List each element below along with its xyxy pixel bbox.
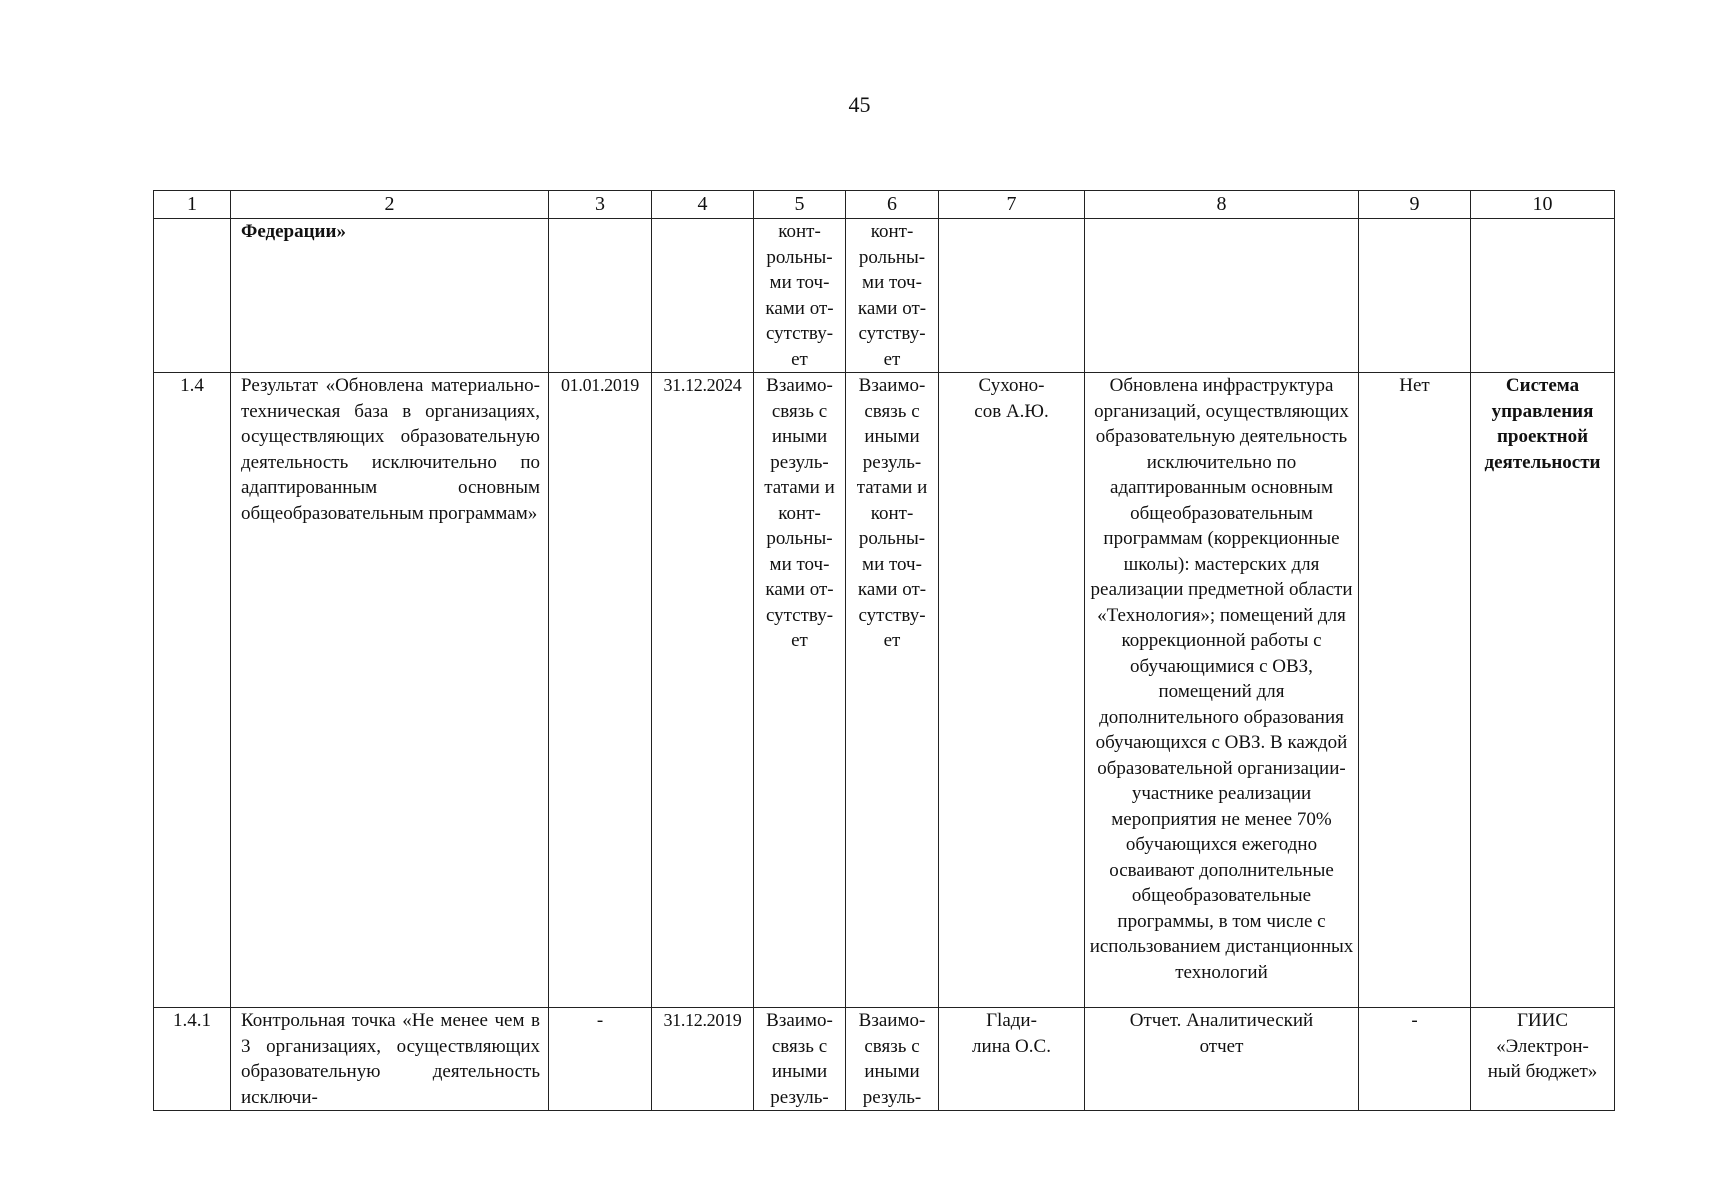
table-row	[154, 373, 1615, 1008]
project-plan-table	[153, 190, 1615, 1111]
header-col-6: 6	[846, 191, 939, 219]
cell-end-date: 31.12.2024	[652, 373, 754, 1008]
cell-responsible: Сухоно- сов А.Ю.	[939, 373, 1085, 1008]
cell-result-type	[1085, 219, 1359, 373]
header-col-10: 10	[1471, 191, 1615, 219]
cell-name: Результат «Обновлена материально-техническая база в организациях, осуществляющих образовательную деятельность исключительно по адаптированным основным общеобразовательным программам»	[231, 373, 549, 1008]
cell-relation-next: конт- рольны- ми точ- ками от- сутству- ет	[846, 219, 939, 373]
cell-name: Федерации»	[231, 219, 549, 373]
table-row	[154, 219, 1615, 373]
table-header-row	[154, 191, 1615, 219]
cell-result-type: Обновлена инфраструктура организаций, осуществляющих образовательную деятельность исключительно по адаптированным основным общеобразовательным программам (коррекционные школы): мастерских для реализации предметной области «Технология»; помещений для коррекционной работы с обучающимися с ОВЗ, помещений для дополнительного образования обучающихся с ОВЗ. В каждой образовательной организации-участнике реализации мероприятия не менее 70% обучающихся ежегодно осваивают дополнительные общеобразовательные программы, в том числе с использованием дистанционных технологий	[1085, 373, 1359, 1008]
cell-level: Нет	[1359, 373, 1471, 1008]
cell-relation-previous: Взаимо- связь с иными резуль- татами и конт- рольны- ми точ- ками от- сутству- ет	[754, 373, 846, 1008]
page-number: 45	[848, 92, 871, 117]
cell-responsible	[939, 219, 1085, 373]
cell-relation-next: Взаимо- связь с иными резуль- татами и конт- рольны- ми точ- ками от- сутству- ет	[846, 373, 939, 1008]
header-col-9: 9	[1359, 191, 1471, 219]
cell-system: Система управления проектной деятельности	[1471, 373, 1615, 1008]
cell-relation-next: Взаимо- связь с иными резуль-	[846, 1008, 939, 1111]
header-col-8: 8	[1085, 191, 1359, 219]
cell-responsible: Гlади- лина О.С.	[939, 1008, 1085, 1111]
cell-number: 1.4.1	[154, 1008, 231, 1111]
header-col-3: 3	[549, 191, 652, 219]
cell-name: Контрольная точка «Не менее чем в 3 организациях, осуществляющих образовательную деятельность исключи-	[231, 1008, 549, 1111]
cell-end-date: 31.12.2019	[652, 1008, 754, 1111]
cell-relation-previous: Взаимо- связь с иными резуль-	[754, 1008, 846, 1111]
header-col-5: 5	[754, 191, 846, 219]
cell-level: -	[1359, 1008, 1471, 1111]
cell-system: ГИИС «Электрон- ный бюджет»	[1471, 1008, 1615, 1111]
cell-relation-previous: конт- рольны- ми точ- ками от- сутству- ет	[754, 219, 846, 373]
cell-end-date	[652, 219, 754, 373]
table-row	[154, 1008, 1615, 1111]
cell-start-date: -	[549, 1008, 652, 1111]
cell-number: 1.4	[154, 373, 231, 1008]
cell-number	[154, 219, 231, 373]
header-col-7: 7	[939, 191, 1085, 219]
cell-start-date	[549, 219, 652, 373]
header-col-4: 4	[652, 191, 754, 219]
cell-level	[1359, 219, 1471, 373]
header-col-1: 1	[154, 191, 231, 219]
cell-result-type: Отчет. Аналитический отчет	[1085, 1008, 1359, 1111]
cell-system	[1471, 219, 1615, 373]
header-col-2: 2	[231, 191, 549, 219]
cell-start-date: 01.01.2019	[549, 373, 652, 1008]
